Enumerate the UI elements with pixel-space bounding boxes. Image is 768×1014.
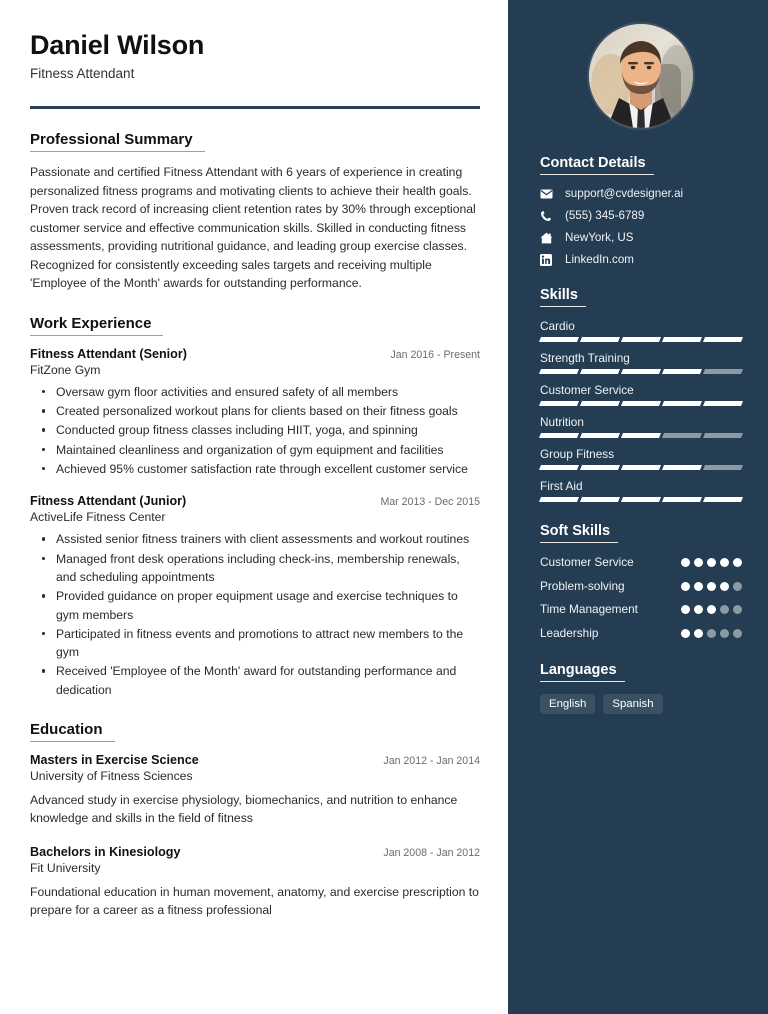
skill-meter bbox=[540, 497, 742, 502]
entry-header bbox=[30, 753, 480, 767]
education-date: Jan 2008 - Jan 2012 bbox=[383, 846, 480, 859]
skill-segment bbox=[621, 433, 661, 438]
education-institution: University of Fitness Sciences bbox=[30, 769, 193, 784]
skill-segment bbox=[539, 465, 579, 470]
bullet-item: Achieved 95% customer satisfaction rate through excellent customer service bbox=[30, 460, 480, 478]
rating-dot bbox=[707, 605, 716, 614]
bullet-item: Received 'Employee of the Month' award for outstanding performance and dedication bbox=[30, 662, 480, 699]
rating-dot bbox=[694, 605, 703, 614]
soft-skill-label: Customer Service bbox=[540, 555, 634, 569]
avatar-container bbox=[540, 24, 742, 128]
bullet-item: Assisted senior fitness trainers with client assessments and workout routines bbox=[30, 530, 480, 548]
soft-skill-item bbox=[540, 555, 742, 571]
education-degree: Masters in Exercise Science bbox=[30, 753, 199, 768]
experience-bullets bbox=[30, 530, 480, 699]
skill-segment bbox=[539, 337, 579, 342]
experience-organization: ActiveLife Fitness Center bbox=[30, 510, 166, 525]
avatar bbox=[589, 24, 693, 128]
section-heading-experience: Work Experience bbox=[30, 315, 163, 336]
skill-item bbox=[540, 447, 742, 470]
language-chip[interactable]: English bbox=[540, 694, 595, 714]
experience-date: Mar 2013 - Dec 2015 bbox=[380, 496, 480, 509]
skill-segment bbox=[621, 465, 661, 470]
soft-skill-item bbox=[540, 626, 742, 642]
education-description: Foundational education in human movement, anatomy, and exercise prescription to prepare for a career as a fitness professional bbox=[30, 884, 479, 917]
education-entry bbox=[30, 845, 480, 920]
languages-block bbox=[540, 661, 742, 714]
entry-header bbox=[30, 494, 480, 508]
skill-label: Customer Service bbox=[540, 383, 634, 397]
skill-meter bbox=[540, 465, 742, 470]
section-heading-contact: Contact Details bbox=[540, 155, 654, 175]
contact-phone-value: (555) 345-6789 bbox=[565, 209, 645, 222]
skill-segment bbox=[703, 465, 743, 470]
skill-label: First Aid bbox=[540, 479, 583, 493]
skill-label: Cardio bbox=[540, 319, 575, 333]
rating-dot bbox=[707, 582, 716, 591]
contact-item-linkedin[interactable] bbox=[540, 253, 742, 266]
phone-icon bbox=[540, 210, 560, 222]
bullet-item: Conducted group fitness classes including HIIT, yoga, and spinning bbox=[30, 421, 480, 439]
skill-segment bbox=[621, 369, 661, 374]
contact-email-value: support@cvdesigner.ai bbox=[565, 187, 684, 200]
language-chip[interactable]: Spanish bbox=[603, 694, 662, 714]
envelope-icon bbox=[540, 189, 560, 199]
skill-meter bbox=[540, 369, 742, 374]
skill-segment bbox=[580, 497, 620, 502]
skill-segment bbox=[621, 401, 661, 406]
skill-segment bbox=[662, 369, 702, 374]
rating-dot bbox=[694, 558, 703, 567]
soft-skill-rating bbox=[681, 558, 742, 567]
skill-segment bbox=[703, 497, 743, 502]
skill-segment bbox=[580, 465, 620, 470]
rating-dot bbox=[720, 558, 729, 567]
entry-header bbox=[30, 845, 480, 859]
skill-segment bbox=[580, 433, 620, 438]
skill-meter bbox=[540, 401, 742, 406]
skill-segment bbox=[662, 497, 702, 502]
bullet-item: Oversaw gym floor activities and ensured safety of all members bbox=[30, 383, 480, 401]
soft-skill-label: Leadership bbox=[540, 625, 599, 640]
bullet-item: Managed front desk operations including check-ins, membership renewals, and scheduling appointments bbox=[30, 550, 480, 587]
experience-organization: FitZone Gym bbox=[30, 362, 101, 377]
soft-skill-rating bbox=[681, 582, 742, 591]
rating-dot bbox=[694, 582, 703, 591]
bullet-item: Provided guidance on proper equipment usage and exercise techniques to gym members bbox=[30, 587, 480, 624]
contact-item-phone[interactable] bbox=[540, 209, 742, 222]
skill-segment bbox=[703, 369, 743, 374]
entry-header bbox=[30, 347, 480, 361]
education-date: Jan 2012 - Jan 2014 bbox=[383, 755, 480, 768]
rating-dot bbox=[733, 605, 742, 614]
experience-bullets bbox=[30, 383, 480, 478]
contact-item-location[interactable] bbox=[540, 231, 742, 244]
skill-label: Group Fitness bbox=[540, 447, 615, 461]
contact-details-block bbox=[540, 154, 742, 266]
rating-dot bbox=[707, 558, 716, 567]
rating-dot bbox=[681, 582, 690, 591]
skill-segment bbox=[662, 465, 702, 470]
rating-dot bbox=[733, 558, 742, 567]
experience-title: Fitness Attendant (Junior) bbox=[30, 494, 187, 509]
experience-entry bbox=[30, 347, 480, 478]
rating-dot bbox=[707, 629, 716, 638]
page-title bbox=[30, 30, 480, 81]
contact-item-email[interactable] bbox=[540, 187, 742, 200]
skill-segment bbox=[539, 401, 579, 406]
bullet-item: Created personalized workout plans for clients based on their fitness goals bbox=[30, 402, 480, 420]
skill-label: Nutrition bbox=[540, 415, 584, 429]
experience-title: Fitness Attendant (Senior) bbox=[30, 346, 187, 361]
skill-segment bbox=[703, 433, 743, 438]
skill-segment bbox=[662, 433, 702, 438]
skill-segment bbox=[539, 369, 579, 374]
skill-segment bbox=[580, 369, 620, 374]
education-entry bbox=[30, 753, 480, 828]
skill-segment bbox=[621, 497, 661, 502]
skill-item bbox=[540, 351, 742, 374]
education-institution: Fit University bbox=[30, 860, 101, 875]
education-degree: Bachelors in Kinesiology bbox=[30, 844, 181, 859]
rating-dot bbox=[720, 629, 729, 638]
rating-dot bbox=[681, 629, 690, 638]
rating-dot bbox=[733, 629, 742, 638]
linkedin-icon bbox=[540, 254, 560, 266]
experience-entry bbox=[30, 494, 480, 699]
section-heading-soft-skills: Soft Skills bbox=[540, 523, 618, 543]
section-work-experience bbox=[30, 315, 480, 699]
skill-meter bbox=[540, 433, 742, 438]
rating-dot bbox=[681, 605, 690, 614]
skill-item bbox=[540, 479, 742, 502]
rating-dot bbox=[681, 558, 690, 567]
home-icon bbox=[540, 232, 560, 244]
summary-text: Passionate and certified Fitness Attendant with 6 years of experience in creating personalized fitness programs and motivating clients to achieve their health goals. Proven track record of increasing client retention rates by 30% through exceptional customer service and effective communication skills. Skilled in conducting fitness assessments, providing nutritional guidance, and leading group exercise classes. Recognized for consistently exceeding sales targets and receiving multiple 'Employee of the Month' awards for outstanding performance. bbox=[30, 165, 476, 291]
soft-skill-rating bbox=[681, 629, 742, 638]
soft-skill-rating bbox=[681, 605, 742, 614]
section-heading-education: Education bbox=[30, 721, 115, 742]
bullet-item: Maintained cleanliness and organization of gym equipment and facilities bbox=[30, 441, 480, 459]
rating-dot bbox=[733, 582, 742, 591]
candidate-name: Daniel Wilson bbox=[30, 30, 205, 60]
skill-segment bbox=[662, 401, 702, 406]
sidebar bbox=[508, 0, 768, 1014]
soft-skill-label: Problem-solving bbox=[540, 578, 625, 593]
section-education bbox=[30, 721, 480, 919]
skill-segment bbox=[580, 337, 620, 342]
skill-segment bbox=[662, 337, 702, 342]
skill-item bbox=[540, 319, 742, 342]
rating-dot bbox=[720, 582, 729, 591]
experience-date: Jan 2016 - Present bbox=[390, 348, 480, 361]
section-professional-summary bbox=[30, 131, 480, 293]
skill-item bbox=[540, 383, 742, 406]
education-description: Advanced study in exercise physiology, biomechanics, and nutrition to enhance knowledge and skills in the field of fitness bbox=[30, 793, 458, 826]
skill-segment bbox=[621, 337, 661, 342]
rating-dot bbox=[694, 629, 703, 638]
rating-dot bbox=[720, 605, 729, 614]
soft-skill-item bbox=[540, 579, 742, 595]
soft-skill-label: Time Management bbox=[540, 602, 638, 617]
section-heading-languages: Languages bbox=[540, 662, 625, 682]
skill-segment bbox=[580, 401, 620, 406]
avatar-photo bbox=[589, 24, 693, 128]
skills-block bbox=[540, 286, 742, 502]
contact-location-value: NewYork, US bbox=[565, 231, 634, 244]
soft-skills-block bbox=[540, 522, 742, 641]
section-heading-skills: Skills bbox=[540, 287, 586, 307]
candidate-job-title: Fitness Attendant bbox=[30, 66, 135, 82]
bullet-item: Participated in fitness events and promotions to attract new members to the gym bbox=[30, 625, 480, 662]
soft-skill-item bbox=[540, 602, 742, 618]
skill-item bbox=[540, 415, 742, 438]
header-divider bbox=[30, 106, 480, 109]
skill-segment bbox=[703, 401, 743, 406]
contact-linkedin-value: LinkedIn.com bbox=[565, 253, 634, 266]
skill-meter bbox=[540, 337, 742, 342]
skill-label: Strength Training bbox=[540, 351, 630, 365]
skill-segment bbox=[539, 497, 579, 502]
skill-segment bbox=[539, 433, 579, 438]
section-heading-summary: Professional Summary bbox=[30, 131, 205, 152]
language-chip-list bbox=[540, 694, 742, 714]
skill-segment bbox=[703, 337, 743, 342]
